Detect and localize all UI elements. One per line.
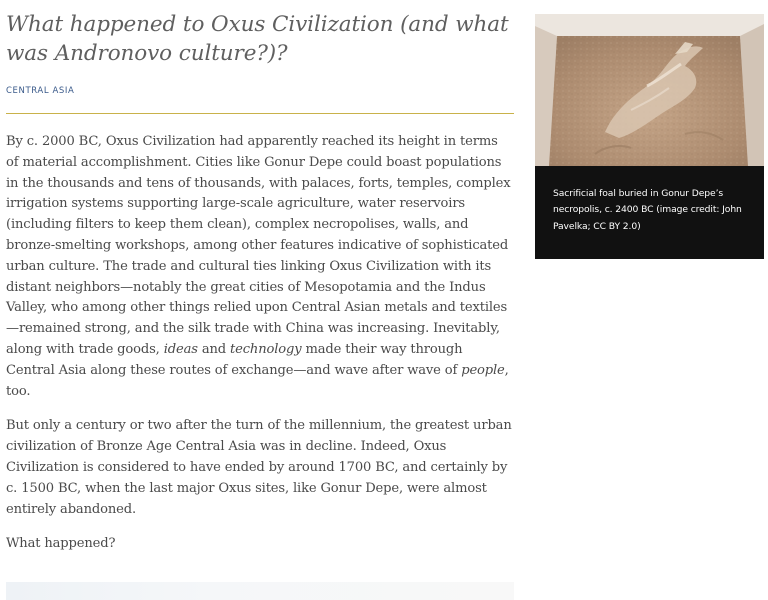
article-paragraph [6, 534, 514, 555]
paragraph-text: By c. 2000 BC, Oxus Civilization had apparently reached its height in terms of material accomplishment. Cities like Gonur Depe could boast populations in the thousands and tens of thousands, with palaces, forts, temples, complex irrigation systems supporting large-scale agriculture, water reservoirs (including filters to keep them clean), complex necropolises, walls, and bronze-smelting workshops, among other features indicative of sophisticated urban culture. The trade and cultural ties linking Oxus Civilization with its distant neighbors—notably the great cities of Mesopotamia and the Indus Valley, who among other things relied upon Central Asian metals and textiles—remained strong, and the silk trade with China was increasing. Inevitably, along with trade goods, [6, 134, 511, 357]
article-title: What happened to Oxus Civilization (and what was Andronovo culture?)? [6, 12, 509, 66]
emphasized-text: people [461, 362, 505, 378]
article-paragraph [6, 132, 514, 402]
article-paragraph [6, 416, 514, 520]
paragraph-text: But only a century or two after the turn of the millennium, the greatest urban civilization of Bronze Age Central Asia was in decline. Indeed, Oxus Civilization is considered to have ended by around 1700 BC, and certainly by c. 1500 BC, when the last major Oxus sites, like Gonur Depe, were almost entirely abandoned. [6, 418, 512, 517]
image-caption: Sacrificial foal buried in Gonur Depe’s necropolis, c. 2400 BC (image credit: John Pavelka; CC BY 2.0) [553, 188, 742, 232]
emphasized-text: technology [230, 341, 302, 357]
title-divider [6, 113, 514, 114]
next-section-preview [6, 582, 514, 600]
paragraph-text: What happened? [6, 536, 116, 552]
foal-burial-photo[interactable] [535, 14, 764, 166]
emphasized-text: ideas [163, 341, 198, 357]
category-link[interactable]: CENTRAL ASIA [6, 86, 75, 96]
image-figure [535, 14, 764, 259]
paragraph-text: made their way through Central Asia along these routes of exchange—and wave after wave of [6, 341, 463, 378]
article [6, 10, 514, 569]
article-body [6, 132, 514, 555]
paragraph-text: , too. [6, 362, 509, 399]
paragraph-text: and [197, 341, 231, 357]
